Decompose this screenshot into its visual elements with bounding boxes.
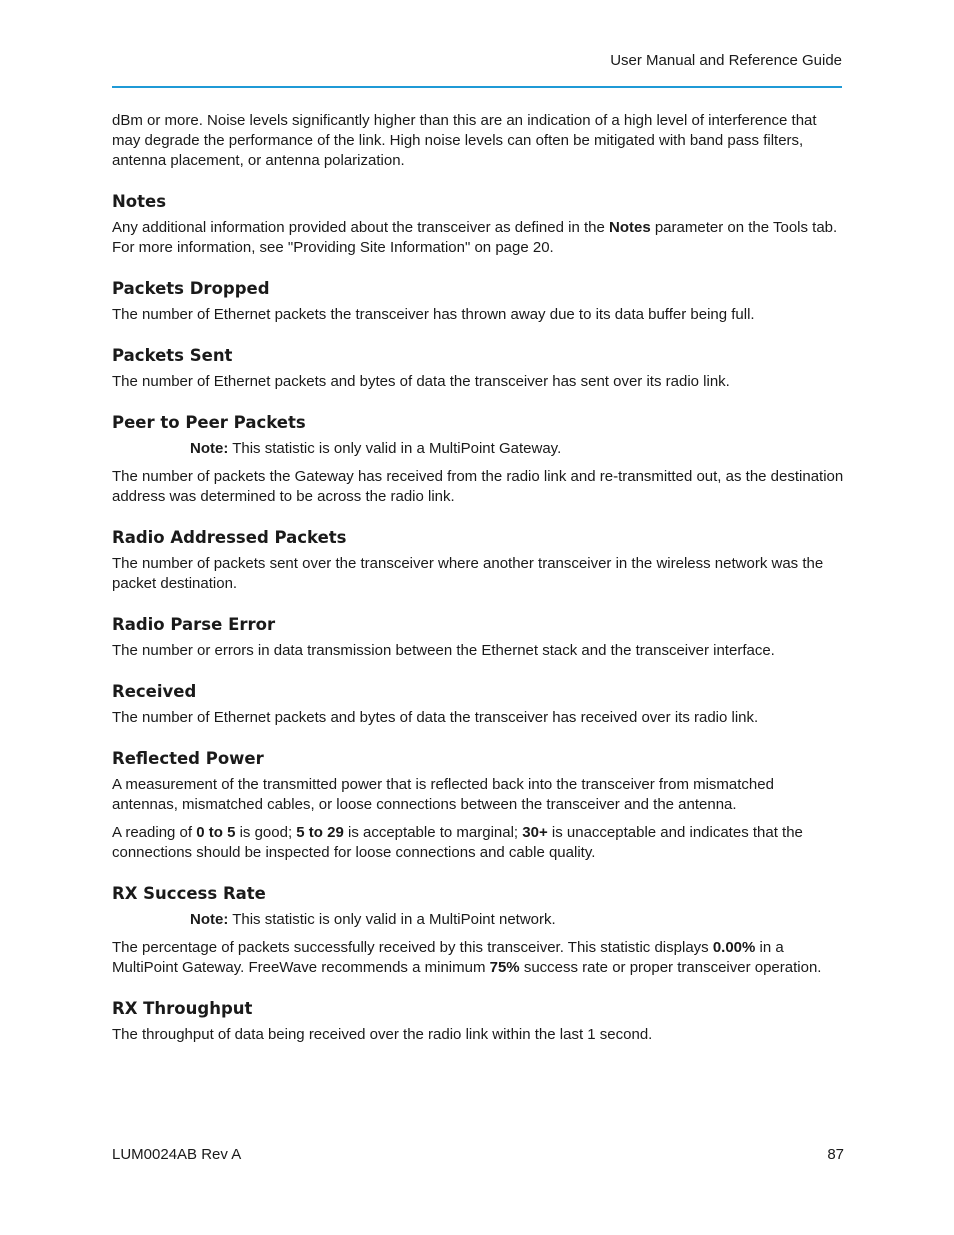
note-text: This statistic is only valid in a MultiPoint network.	[228, 911, 556, 928]
note-text: This statistic is only valid in a MultiPoint Gateway.	[228, 440, 562, 457]
rx-text: in a MultiPoint Gateway. FreeWave recommends a minimum	[112, 939, 784, 976]
radio-parse-error-paragraph: The number or errors in data transmission between the Ethernet stack and the transceiver interface.	[112, 642, 775, 659]
heading-received: Received	[112, 682, 197, 701]
rx-text: success rate or proper transceiver operation.	[519, 959, 822, 976]
reflected-power-reading-paragraph	[112, 823, 844, 863]
page-content	[112, 111, 844, 1045]
header-title: User Manual and Reference Guide	[610, 52, 842, 69]
rx-success-rate-paragraph	[112, 938, 844, 978]
notes-text-after: parameter on the Tools tab. For more information, see "Providing Site Information" on page 20.	[112, 219, 838, 256]
notes-bold: Notes	[608, 219, 651, 236]
heading-rx-success-rate: RX Success Rate	[112, 884, 266, 903]
reading-unacceptable-range: 30+	[522, 824, 548, 841]
rx-success-rate-note	[190, 910, 844, 930]
heading-rx-throughput: RX Throughput	[112, 999, 253, 1018]
heading-reflected-power: Reflected Power	[112, 749, 264, 768]
header-divider	[112, 86, 842, 88]
radio-addressed-paragraph: The number of packets sent over the transceiver where another transceiver in the wireless network was the packet destination.	[112, 555, 824, 592]
reading-good-range: 0 to 5	[196, 824, 236, 841]
reading-text: is acceptable to marginal;	[343, 824, 523, 841]
note-label: Note:	[190, 440, 229, 457]
reading-text: is unacceptable and indicates that the connections should be inspected for loose connections and cable quality.	[112, 824, 803, 861]
rx-text: The percentage of packets successfully received by this transceiver. This statistic displays	[112, 939, 713, 956]
reading-marginal-range: 5 to 29	[296, 824, 344, 841]
rx-gateway-value: 0.00%	[712, 939, 756, 956]
rx-throughput-paragraph: The throughput of data being received over the radio link within the last 1 second.	[112, 1026, 653, 1043]
peer-to-peer-paragraph: The number of packets the Gateway has received from the radio link and re-transmitted out, as the destination address was determined to be across the radio link.	[112, 468, 844, 505]
reading-text: is good;	[235, 824, 297, 841]
note-label: Note:	[190, 911, 229, 928]
packets-dropped-paragraph: The number of Ethernet packets the transceiver has thrown away due to its data buffer being full.	[112, 306, 755, 323]
rx-minimum-value: 75%	[489, 959, 520, 976]
heading-packets-dropped: Packets Dropped	[112, 279, 270, 298]
notes-paragraph	[112, 218, 844, 258]
heading-radio-parse-error: Radio Parse Error	[112, 615, 276, 634]
peer-to-peer-note	[190, 439, 844, 459]
reflected-power-paragraph: A measurement of the transmitted power that is reflected back into the transceiver from mismatched antennas, mismatched cables, or loose connections between the transceiver and the antenna.	[112, 776, 774, 813]
reading-text: A reading of	[112, 824, 197, 841]
heading-packets-sent: Packets Sent	[112, 346, 233, 365]
heading-radio-addressed-packets: Radio Addressed Packets	[112, 528, 347, 547]
packets-sent-paragraph: The number of Ethernet packets and bytes of data the transceiver has sent over its radio link.	[112, 373, 730, 390]
heading-peer-to-peer-packets: Peer to Peer Packets	[112, 413, 306, 432]
heading-notes: Notes	[112, 192, 167, 211]
footer-doc-id: LUM0024AB Rev A	[112, 1146, 242, 1163]
footer-page-number: 87	[827, 1146, 844, 1163]
intro-paragraph: dBm or more. Noise levels significantly higher than this are an indication of a high level of interference that may degrade the performance of the link. High noise levels can often be mitigated with band pass filters, antenna placement, or antenna polarization.	[112, 112, 817, 169]
notes-text-before: Any additional information provided about the transceiver as defined in the	[112, 219, 609, 236]
received-paragraph: The number of Ethernet packets and bytes of data the transceiver has received over its radio link.	[112, 709, 759, 726]
